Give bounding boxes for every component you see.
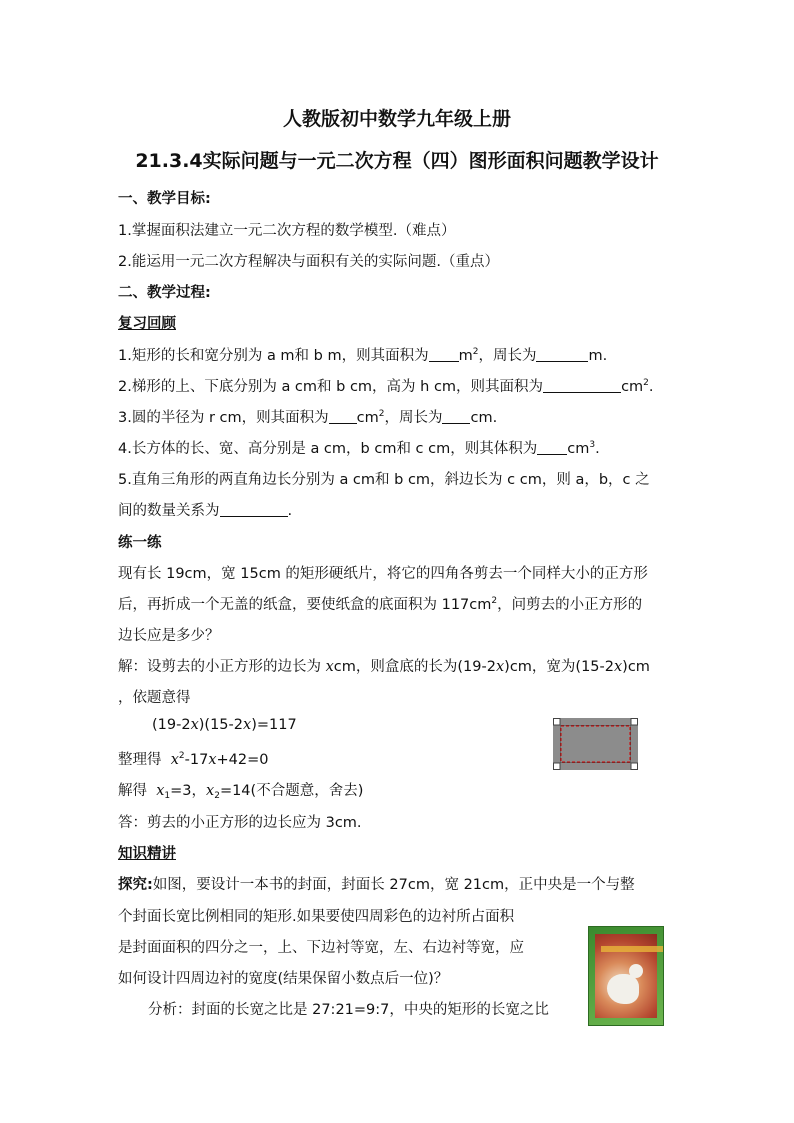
cardboard-box-figure: [553, 718, 638, 770]
practice-problem-line-2: 后，再折成一个无盖的纸盒，要使纸盒的底面积为 $117cm^2$，问剪去的小正方形的: [118, 596, 643, 613]
answer-blank: [536, 347, 588, 362]
answer-blank: [429, 347, 459, 362]
process-heading: 二、教学过程:: [118, 285, 211, 301]
knowledge-heading: 知识精讲: [118, 846, 176, 862]
answer-blank: [442, 409, 470, 424]
review-q4: 4.长方体的长、宽、高分别是 a cm，b cm和 c cm，则其体积为 $cm^3$.: [118, 440, 600, 457]
book-cover-image: [588, 926, 664, 1026]
dove-shape: [607, 974, 639, 1004]
practice-answer: 答：剪去的小正方形的边长应为 3cm.: [118, 815, 362, 831]
cover-picture: [595, 934, 657, 1018]
answer-blank: [329, 409, 357, 424]
review-q5: 5.直角三角形的两直角边长分别为 a cm和 b cm，斜边长为 c cm，则 a，b，c 之: [118, 472, 650, 488]
practice-heading: 练一练: [118, 535, 162, 551]
explore-line-4: 如何设计四周边衬的宽度(结果保留小数点后一位)？: [118, 971, 449, 987]
explore-line-2: 个封面长宽比例相同的矩形.如果要使四周彩色的边衬所占面积: [118, 909, 515, 925]
goals-heading: 一、教学目标:: [118, 191, 211, 207]
explore-line-3: 是封面面积的四分之一，上、下边衬等宽，左、右边衬等宽，应: [118, 940, 524, 956]
dove-head-shape: [629, 964, 643, 978]
document-subtitle: 21.3.4实际问题与一元二次方程（四）图形面积问题教学设计: [135, 150, 659, 172]
equation-3: 解得 $x_1=3$，$x_2=14$(不合题意，舍去): [118, 783, 364, 801]
analysis-line: 分析：封面的长宽之比是 27:21=9:7，中央的矩形的长宽之比: [148, 1002, 549, 1018]
practice-problem-line-3: 边长应是多少？: [118, 628, 220, 644]
goal-item-2: 2.能运用一元二次方程解决与面积有关的实际问题.（重点）: [118, 254, 499, 270]
explore-line-1: 探究:如图，要设计一本书的封面，封面长 27cm，宽 21cm，正中央是一个与整: [118, 877, 635, 893]
review-heading: 复习回顾: [118, 316, 176, 332]
practice-problem-line-1: 现有长 19cm，宽 15cm 的矩形硬纸片，将它的四角各剪去一个同样大小的正方形: [118, 566, 648, 582]
answer-blank: [220, 502, 288, 517]
equation-1: (19-2x)(15-2x)=117: [152, 717, 297, 733]
equation-2: 整理得 $x^2-17x+42=0$: [118, 751, 269, 768]
review-q5-cont: 间的数量关系为 .: [118, 503, 293, 519]
cover-title-strip: [601, 946, 663, 952]
goal-item-1: 1.掌握面积法建立一元二次方程的数学模型.（难点）: [118, 223, 456, 239]
review-q1: 1.矩形的长和宽分别为 a m和 b m，则其面积为 $m^2$，周长为 m.: [118, 347, 608, 364]
solution-line-1: 解：设剪去的小正方形的边长为 xcm，则盒底的长为(19-2x)cm，宽为(15-2x)cm: [118, 659, 650, 675]
solution-line-2: ，依题意得: [118, 690, 191, 706]
review-q3: 3.圆的半径为 r cm，则其面积为 $cm^2$，周长为 cm.: [118, 409, 498, 426]
answer-blank: [543, 378, 621, 393]
document-title: 人教版初中数学九年级上册: [282, 108, 511, 130]
answer-blank: [537, 440, 567, 455]
review-q2: 2.梯形的上、下底分别为 a cm和 b cm，高为 h cm，则其面积为 $cm^2$.: [118, 378, 654, 395]
